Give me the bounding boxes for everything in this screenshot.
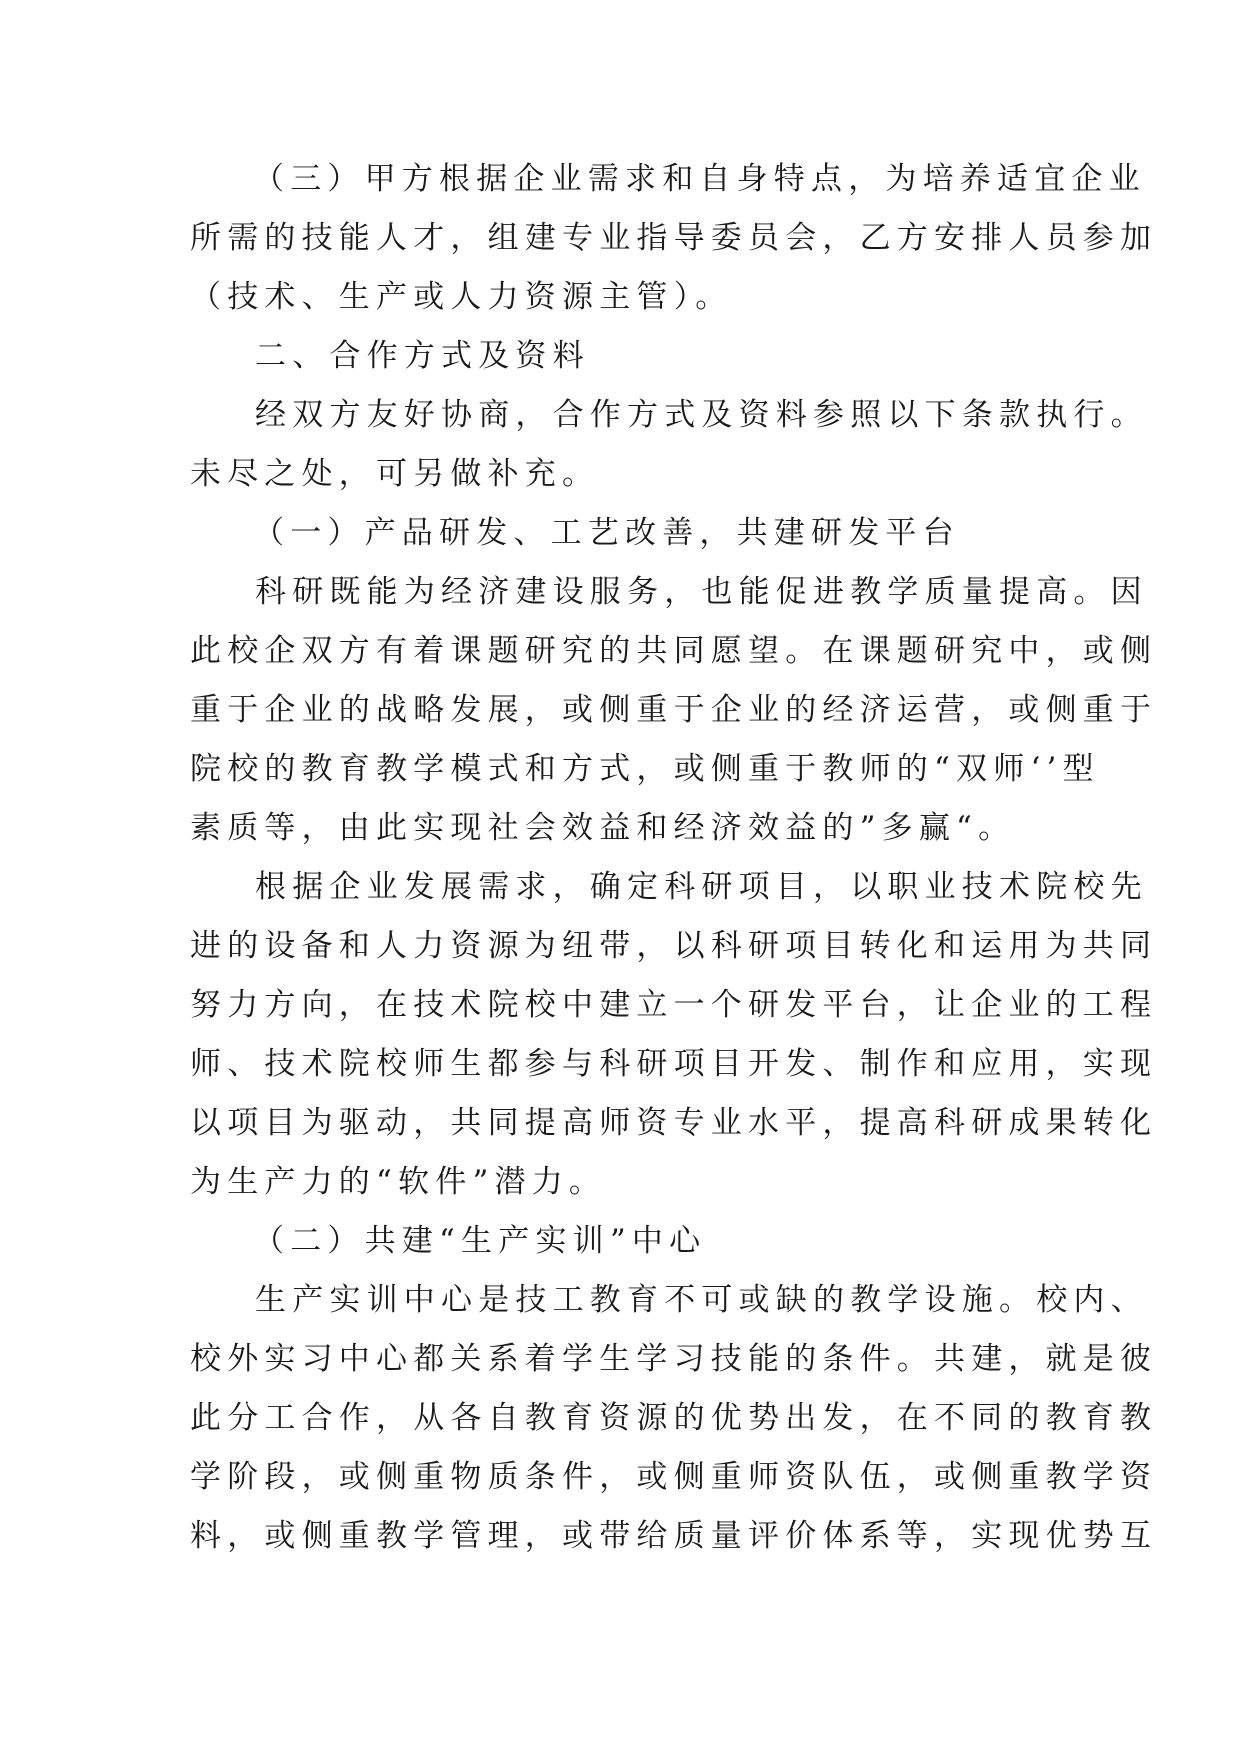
paragraph-line: 生产实训中心是技工教育不可或缺的教学设施。校内、	[255, 1282, 1148, 1318]
paragraph-line: 努力方向，在技术院校中建立一个研发平台，让企业的工程	[190, 987, 1158, 1023]
paragraph-line: 院校的教育教学模式和方式，或侧重于教师的“双师‘’型	[190, 751, 1100, 787]
paragraph-line: 师、技术院校师生都参与科研项目开发、制作和应用，实现	[190, 1046, 1158, 1082]
paragraph-line: 重于企业的战略发展，或侧重于企业的经济运营，或侧重于	[190, 692, 1158, 728]
paragraph-line: 科研既能为经济建设服务，也能促进教学质量提高。因	[255, 574, 1148, 610]
paragraph-line: 根据企业发展需求，确定科研项目，以职业技术院校先	[255, 869, 1148, 905]
paragraph-line: 为生产力的“软件”潜力。	[190, 1164, 607, 1200]
paragraph-line: 经双方友好协商，合作方式及资料参照以下条款执行。	[255, 397, 1148, 433]
paragraph-line: 此分工合作，从各自教育资源的优势出发，在不同的教育教	[190, 1400, 1158, 1436]
paragraph-line: 料，或侧重教学管理，或带给质量评价体系等，实现优势互	[190, 1518, 1158, 1554]
subsection-heading: （二）共建“生产实训”中心	[253, 1223, 707, 1259]
paragraph-line: 素质等，由此实现社会效益和经济效益的”多赢“。	[190, 810, 1016, 846]
paragraph-line: （三）甲方根据企业需求和自身特点，为培养适宜企业	[253, 161, 1146, 197]
paragraph-line: 所需的技能人才，组建专业指导委员会，乙方安排人员参加	[190, 220, 1158, 256]
paragraph-line: （技术、生产或人力资源主管）。	[190, 279, 733, 315]
section-heading: 二、合作方式及资料	[255, 338, 590, 374]
paragraph-line: 以项目为驱动，共同提高师资专业水平，提高科研成果转化	[190, 1105, 1158, 1141]
paragraph-line: 校外实习中心都关系着学生学习技能的条件。共建，就是彼	[190, 1341, 1158, 1377]
paragraph-line: 学阶段，或侧重物质条件，或侧重师资队伍，或侧重教学资	[190, 1459, 1158, 1495]
paragraph-line: 此校企双方有着课题研究的共同愿望。在课题研究中，或侧	[190, 633, 1158, 669]
subsection-heading: （一）产品研发、工艺改善，共建研发平台	[253, 515, 960, 551]
document-body	[190, 150, 1158, 1566]
paragraph-line: 进的设备和人力资源为纽带，以科研项目转化和运用为共同	[190, 928, 1158, 964]
paragraph-line: 未尽之处，可另做补充。	[190, 456, 600, 492]
